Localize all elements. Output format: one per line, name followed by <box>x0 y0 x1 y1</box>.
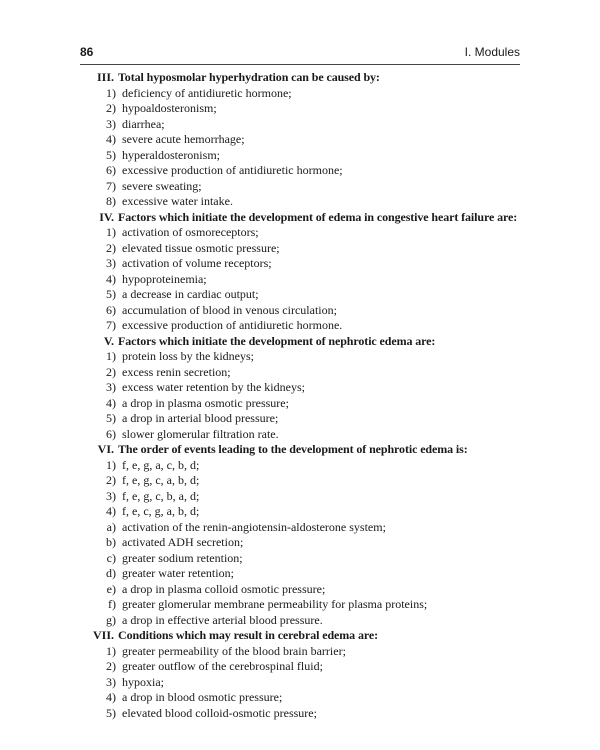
option-text: elevated tissue osmotic pressure; <box>122 240 280 255</box>
question-title: Total hyposmolar hyperhydration can be caused by: <box>118 70 380 84</box>
option-text: excessive production of antidiuretic hormone. <box>122 318 343 332</box>
question-title: Factors which initiate the development of edema in congestive heart failure are: <box>118 209 518 224</box>
question-heading <box>80 70 520 86</box>
option-number: 1) <box>106 643 116 658</box>
answer-option <box>80 148 520 164</box>
page-number: 86 <box>80 45 94 59</box>
option-text: greater outflow of the cerebrospinal fluid; <box>122 659 323 673</box>
option-text: severe sweating; <box>122 178 202 193</box>
option-text: hypoproteinemia; <box>122 271 207 286</box>
answer-option <box>80 396 520 412</box>
option-text: f, e, g, c, a, b, d; <box>122 473 200 487</box>
answer-option <box>80 659 520 675</box>
answer-option <box>80 303 520 319</box>
option-text: hypoxia; <box>122 674 164 689</box>
answer-option <box>80 241 520 257</box>
answer-option <box>80 287 520 303</box>
option-number: 6) <box>106 426 116 441</box>
question-numeral: VI. <box>97 442 114 456</box>
option-text: excessive water intake. <box>122 194 233 208</box>
option-text: greater water retention; <box>122 566 234 580</box>
option-text: activated ADH secretion; <box>122 535 244 549</box>
option-text: a drop in blood osmotic pressure; <box>122 690 283 704</box>
option-text: activation of the renin-angiotensin-aldosterone system; <box>122 519 386 534</box>
option-text: greater glomerular membrane permeability for plasma proteins; <box>122 597 428 611</box>
option-text: f, e, g, a, c, b, d; <box>122 457 200 472</box>
option-text: a drop in effective arterial blood pressure. <box>122 612 323 627</box>
answer-option <box>80 349 520 365</box>
answer-option <box>80 675 520 691</box>
option-number: 7) <box>106 178 116 193</box>
answer-option <box>80 582 520 598</box>
answer-option <box>80 194 520 210</box>
option-number: 3) <box>106 256 116 270</box>
option-number: 2) <box>106 659 116 673</box>
option-text: diarrhea; <box>122 116 165 131</box>
option-number: 3) <box>106 380 116 394</box>
question-numeral: VII. <box>92 628 114 642</box>
option-text: excess renin secretion; <box>122 364 231 379</box>
option-number: 5) <box>106 147 116 162</box>
option-number: 1) <box>106 225 116 239</box>
option-number: 2) <box>106 240 116 255</box>
answer-option <box>80 535 520 551</box>
option-number: 6) <box>106 302 116 317</box>
question-heading <box>80 210 520 226</box>
option-number: g) <box>106 612 116 627</box>
option-number: 5) <box>106 705 116 720</box>
answer-option <box>80 225 520 241</box>
option-number: 1) <box>106 85 116 100</box>
answer-option <box>80 458 520 474</box>
option-text: activation of osmoreceptors; <box>122 225 259 239</box>
option-text: a drop in plasma osmotic pressure; <box>122 395 289 410</box>
option-number: 2) <box>106 101 116 115</box>
option-number: 1) <box>106 349 116 363</box>
option-text: greater sodium retention; <box>122 550 243 565</box>
option-text: deficiency of antidiuretic hormone; <box>122 85 292 100</box>
option-number: 5) <box>106 287 116 301</box>
answer-option <box>80 86 520 102</box>
answer-option <box>80 690 520 706</box>
option-number: 3) <box>106 674 116 689</box>
answer-option <box>80 272 520 288</box>
answer-option <box>80 365 520 381</box>
answer-option <box>80 566 520 582</box>
option-number: 2) <box>106 473 116 487</box>
option-text: severe acute hemorrhage; <box>122 132 245 146</box>
question-list <box>80 70 520 721</box>
question-numeral: IV. <box>99 209 114 224</box>
option-number: 4) <box>106 132 116 146</box>
option-text: excess water retention by the kidneys; <box>122 380 305 394</box>
question-numeral: III. <box>96 70 114 84</box>
question-block <box>80 334 520 443</box>
answer-option <box>80 163 520 179</box>
option-number: 4) <box>106 504 116 518</box>
answer-option <box>80 489 520 505</box>
answer-option <box>80 132 520 148</box>
running-head: I. Modules <box>464 45 520 59</box>
option-number: d) <box>106 566 116 580</box>
question-block <box>80 210 520 334</box>
page-header <box>80 44 520 65</box>
question-block <box>80 442 520 628</box>
question-block <box>80 628 520 721</box>
answer-option <box>80 706 520 722</box>
option-number: 2) <box>106 364 116 379</box>
question-title: Factors which initiate the development of nephrotic edema are: <box>118 333 436 348</box>
option-number: 4) <box>106 395 116 410</box>
answer-option <box>80 427 520 443</box>
option-text: hyperaldosteronism; <box>122 147 220 162</box>
question-block <box>80 70 520 210</box>
option-number: e) <box>106 581 116 596</box>
option-number: c) <box>106 550 116 565</box>
question-title: Conditions which may result in cerebral edema are: <box>118 628 378 642</box>
answer-option <box>80 256 520 272</box>
option-number: 7) <box>106 318 116 332</box>
answer-option <box>80 101 520 117</box>
option-number: 5) <box>106 411 116 425</box>
option-text: activation of volume receptors; <box>122 256 272 270</box>
option-text: slower glomerular filtration rate. <box>122 426 279 441</box>
question-title: The order of events leading to the development of nephrotic edema is: <box>118 442 468 456</box>
option-text: protein loss by the kidneys; <box>122 349 254 363</box>
option-text: hypoaldosteronism; <box>122 101 217 115</box>
option-text: f, e, g, c, b, a, d; <box>122 488 200 503</box>
answer-option <box>80 380 520 396</box>
answer-option <box>80 117 520 133</box>
question-heading <box>80 334 520 350</box>
option-number: 8) <box>106 194 116 208</box>
answer-option <box>80 644 520 660</box>
option-number: 4) <box>106 271 116 286</box>
option-number: b) <box>106 535 116 549</box>
option-text: f, e, c, g, a, b, d; <box>122 504 200 518</box>
option-number: 1) <box>106 457 116 472</box>
answer-option <box>80 473 520 489</box>
option-text: elevated blood colloid-osmotic pressure; <box>122 705 317 720</box>
option-text: greater permeability of the blood brain barrier; <box>122 643 346 658</box>
option-text: excessive production of antidiuretic hormone; <box>122 163 343 177</box>
question-heading <box>80 442 520 458</box>
option-number: 6) <box>106 163 116 177</box>
option-number: 3) <box>106 116 116 131</box>
question-heading <box>80 628 520 644</box>
option-number: 3) <box>106 488 116 503</box>
question-numeral: V. <box>103 333 114 348</box>
option-text: a drop in arterial blood pressure; <box>122 411 279 425</box>
option-number: a) <box>106 519 116 534</box>
answer-option <box>80 411 520 427</box>
option-text: a decrease in cardiac output; <box>122 287 259 301</box>
option-number: f) <box>108 597 116 611</box>
answer-option <box>80 613 520 629</box>
answer-option <box>80 520 520 536</box>
answer-option <box>80 318 520 334</box>
answer-option <box>80 504 520 520</box>
answer-option <box>80 551 520 567</box>
answer-option <box>80 597 520 613</box>
option-text: a drop in plasma colloid osmotic pressure; <box>122 581 326 596</box>
answer-option <box>80 179 520 195</box>
option-number: 4) <box>106 690 116 704</box>
option-text: accumulation of blood in venous circulation; <box>122 302 337 317</box>
